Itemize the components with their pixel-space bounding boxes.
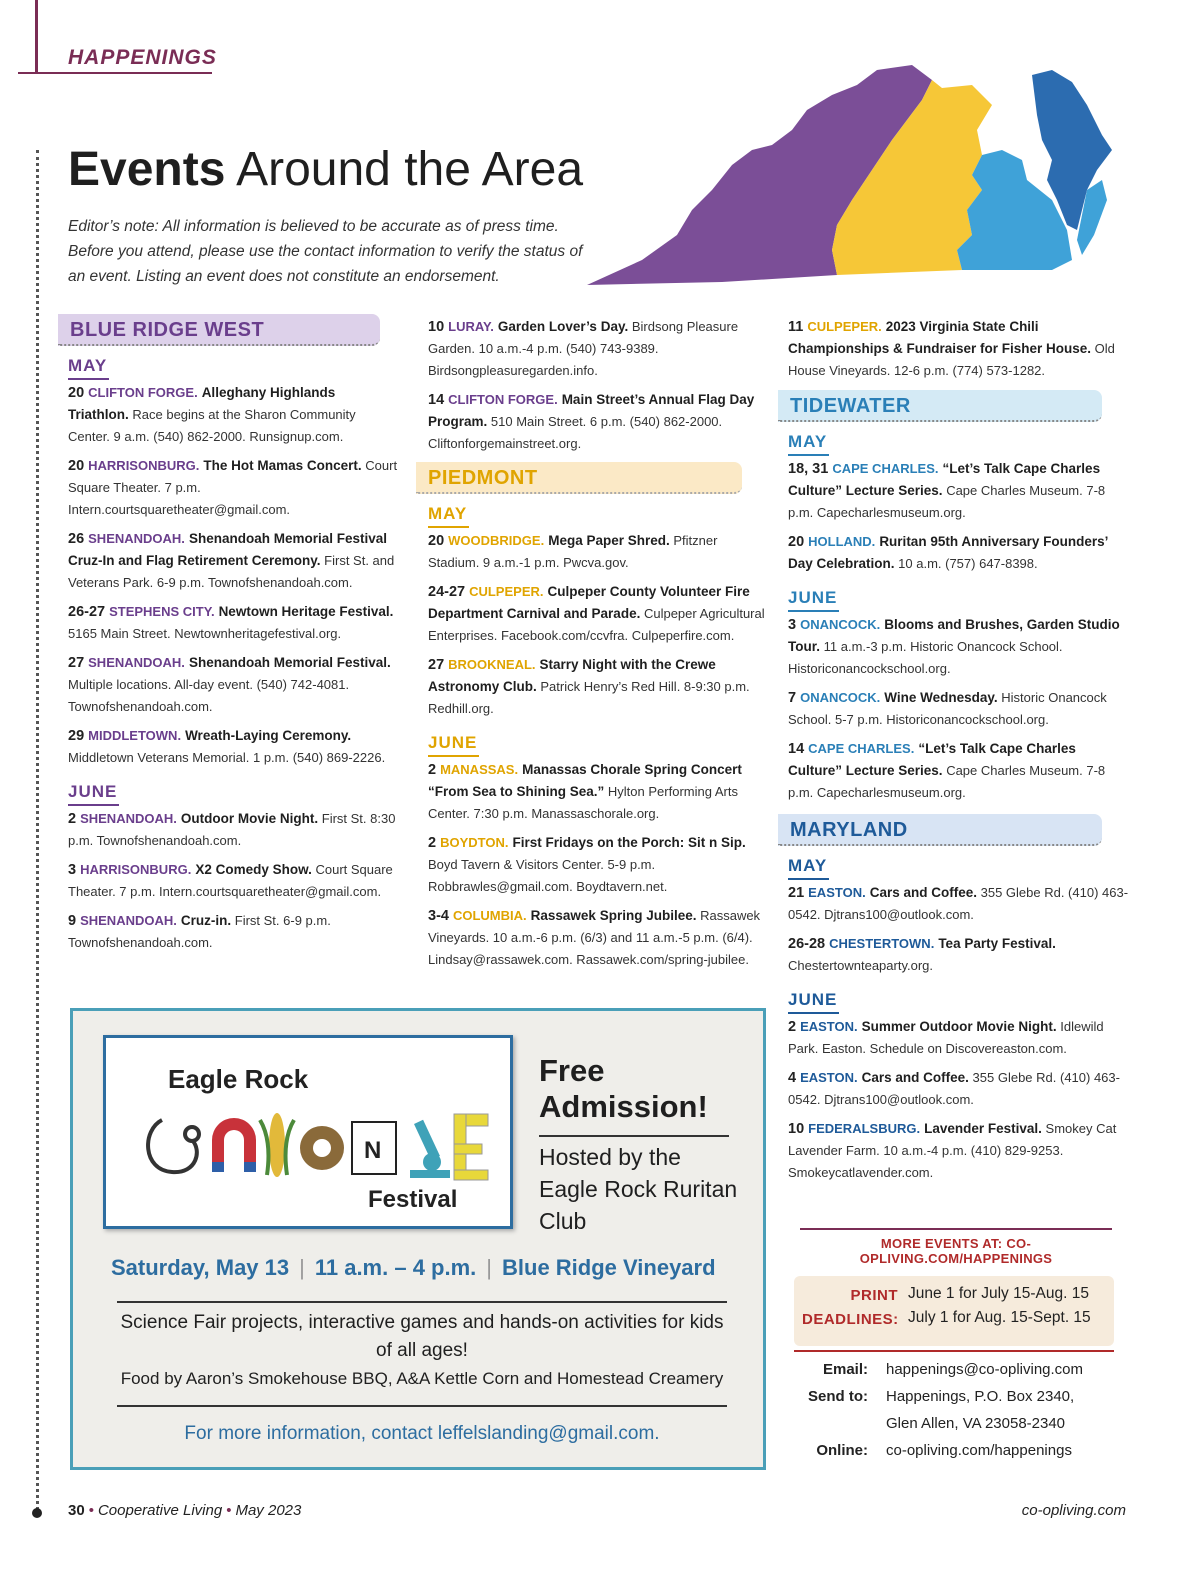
event-city: CAPE CHARLES.	[832, 461, 939, 476]
element-tile-icon	[352, 1122, 396, 1174]
event-date: 9	[68, 913, 77, 929]
event-name: Wine Wednesday.	[884, 690, 998, 705]
region-header-maryland: MARYLAND	[778, 814, 1102, 846]
event-date: 26	[68, 531, 85, 547]
event-list-may	[428, 530, 768, 720]
event-desc: Cape Charles Museum. 7-8 p.m. Capecharlesmuseum.org.	[788, 763, 1106, 800]
column-middle	[428, 316, 768, 978]
event-desc: First St. and Veterans Park. 6-9 p.m. Townofshenandoah.com.	[68, 553, 395, 590]
event-desc: 11 a.m.-3 p.m. Historic Onancock School. Historiconancockschool.org.	[788, 639, 1063, 676]
online-value[interactable]: co-opliving.com/happenings	[886, 1442, 1072, 1459]
event-item	[68, 601, 398, 645]
print-deadlines-box	[794, 1276, 1114, 1346]
event-date: 2	[428, 835, 437, 851]
event-name: Cars and Coffee.	[861, 1070, 969, 1085]
ad-activities: Science Fair projects, interactive games and hands-on activities for kids of all ages!	[120, 1312, 724, 1361]
deadlines-label-line2: DEADLINES:	[802, 1311, 899, 1328]
editor-note: Editor’s note: All information is believed to be accurate as of press time. Before you attend, please use the contact information to verify the status of an event. Listing an event does not constitute an endorsement.	[68, 218, 583, 285]
month-label-june: JUNE	[68, 780, 119, 806]
footer-site[interactable]: co-opliving.com	[1021, 1502, 1126, 1519]
ad-date: Saturday, May 13	[111, 1255, 290, 1280]
event-list-june	[68, 808, 398, 954]
event-city: EASTON.	[800, 1019, 858, 1034]
event-when-where	[111, 1255, 731, 1281]
event-desc: Middletown Veterans Memorial. 1 p.m. (540) 869-2226.	[68, 750, 386, 765]
event-date: 4	[788, 1070, 797, 1086]
event-item	[788, 1016, 1133, 1060]
event-city: BOYDTON.	[440, 835, 509, 850]
event-desc: Smokey Cat Lavender Farm. 10 a.m.-4 p.m. (410) 829-9253. Smokeycatlavender.com.	[788, 1121, 1117, 1180]
event-item	[68, 528, 398, 594]
event-item	[428, 832, 768, 898]
event-city: CLIFTON FORGE.	[88, 385, 198, 400]
festival-logo	[103, 1035, 513, 1229]
event-item	[68, 382, 398, 448]
event-date: 20	[428, 533, 445, 549]
send-value-2: Glen Allen, VA 23058-2340	[886, 1415, 1066, 1432]
ruler-letter-icon	[454, 1114, 488, 1180]
margin-dot	[32, 1508, 42, 1518]
event-item	[788, 316, 1133, 382]
event-city: SHENANDOAH.	[80, 913, 177, 928]
event-city: BROOKNEAL.	[448, 657, 536, 672]
event-item	[428, 316, 768, 382]
month-label-may: MAY	[788, 854, 829, 880]
month-label-may: MAY	[788, 430, 829, 456]
event-date: 29	[68, 728, 85, 744]
event-city: HARRISONBURG.	[80, 862, 192, 877]
event-city: SHENANDOAH.	[88, 655, 185, 670]
deadlines-label	[802, 1284, 898, 1332]
bullet: •	[226, 1502, 232, 1519]
event-item	[788, 458, 1133, 524]
event-name: Manassas Chorale Spring Concert “From Sea to Shining Sea.”	[428, 762, 742, 799]
event-city: CLIFTON FORGE.	[448, 392, 558, 407]
magazine-name: Cooperative Living	[97, 1502, 223, 1519]
event-name: Shenandoah Memorial Festival.	[188, 655, 391, 670]
ad-contact: For more information, contact leffelslanding@gmail.com.	[184, 1423, 660, 1444]
event-name: First Fridays on the Porch: Sit n Sip.	[512, 835, 746, 850]
submit-email-row	[800, 1356, 1110, 1383]
event-city: HARRISONBURG.	[88, 458, 200, 473]
event-desc: Race begins at the Sharon Community Center. 9 a.m. (540) 862-2000. Runsignup.com.	[68, 407, 356, 444]
event-desc: Rassawek Vineyards. 10 a.m.-6 p.m. (6/3) and 11 a.m.-5 p.m. (6/4). Lindsay@rassawek.com. Rassawek.com/spring-jubilee.	[428, 908, 761, 967]
section-maryland	[788, 814, 1133, 1184]
event-item	[788, 531, 1133, 575]
gear-icon	[300, 1126, 344, 1170]
event-date: 2	[788, 1019, 797, 1035]
event-city: ONANCOCK.	[800, 690, 881, 705]
event-name: “Let’s Talk Cape Charles Culture” Lecture Series.	[788, 741, 1076, 778]
event-desc: Court Square Theater. 7 p.m. Intern.courtsquaretheater@gmail.com.	[68, 458, 398, 517]
send-value-1: Happenings, P.O. Box 2340,	[886, 1388, 1075, 1405]
divider	[117, 1405, 727, 1407]
event-item	[788, 933, 1133, 977]
event-date: 20	[788, 534, 805, 550]
logo-title-bottom: Festival	[368, 1186, 458, 1213]
event-date: 21	[788, 885, 805, 901]
event-item	[68, 859, 398, 903]
event-item	[788, 1118, 1133, 1184]
event-list-may	[788, 882, 1133, 977]
event-name: X2 Comedy Show.	[195, 862, 312, 877]
event-item	[788, 882, 1133, 926]
month-label-june: JUNE	[428, 731, 479, 757]
event-desc: Pfitzner Stadium. 9 a.m.-1 p.m. Pwcva.gov.	[428, 533, 718, 570]
event-desc: Birdsong Pleasure Garden. 10 a.m.-4 p.m. (540) 743-9389. Birdsongpleasuregarden.info.	[428, 319, 739, 378]
email-value[interactable]: happenings@co-opliving.com	[886, 1361, 1084, 1378]
section-tidewater	[788, 390, 1133, 804]
event-date: 26-28	[788, 936, 826, 952]
virginia-region-map	[582, 60, 1132, 300]
event-city: CULPEPER.	[469, 584, 544, 599]
event-city: EASTON.	[800, 1070, 858, 1085]
deadline-1: June 1 for July 15-Aug. 15	[908, 1285, 1089, 1302]
event-date: 3-4	[428, 908, 449, 924]
event-city: COLUMBIA.	[452, 908, 527, 923]
event-name: Newtown Heritage Festival.	[218, 604, 394, 619]
issue-date: May 2023	[235, 1502, 302, 1519]
event-name: Culpeper County Volunteer Fire Department Carnival and Parade.	[428, 584, 750, 621]
event-desc: Old House Vineyards. 12-6 p.m. (774) 573-1282.	[788, 341, 1115, 378]
event-city: FEDERALSBURG.	[808, 1121, 921, 1136]
event-name: Summer Outdoor Movie Night.	[861, 1019, 1057, 1034]
stethoscope-icon	[148, 1120, 199, 1172]
event-date: 2	[68, 811, 77, 827]
event-city: CULPEPER.	[807, 319, 882, 334]
event-date: 20	[68, 458, 85, 474]
event-name: Cruz-in.	[180, 913, 232, 928]
event-desc: First St. 8:30 p.m. Townofshenandoah.com.	[68, 811, 396, 848]
event-item	[788, 614, 1133, 680]
separator: |	[299, 1255, 305, 1280]
header-rule-vertical	[35, 0, 38, 74]
event-date: 2	[428, 762, 437, 778]
deadline-2: July 1 for Aug. 15-Sept. 15	[908, 1309, 1091, 1326]
event-name: Alleghany Highlands Triathlon.	[68, 385, 336, 422]
event-item	[428, 654, 768, 720]
event-date: 10	[428, 319, 445, 335]
bullet: •	[88, 1502, 94, 1519]
magnet-tip-right	[244, 1162, 256, 1172]
event-desc: 355 Glebe Rd. (410) 463-0542. Djtrans100@outlook.com.	[788, 1070, 1120, 1107]
region-header-tidewater: TIDEWATER	[778, 390, 1102, 422]
event-desc: 355 Glebe Rd. (410) 463-0542. Djtrans100@outlook.com.	[788, 885, 1129, 922]
event-name: Main Street’s Annual Flag Day Program.	[428, 392, 755, 429]
corn-icon	[260, 1113, 294, 1177]
divider	[117, 1301, 727, 1303]
event-date: 14	[788, 741, 805, 757]
event-date: 3	[68, 862, 77, 878]
month-label-may: MAY	[68, 354, 109, 380]
month-label-june: JUNE	[788, 988, 839, 1014]
page-footer	[68, 1502, 301, 1519]
event-list-june	[788, 1016, 1133, 1184]
event-name: Wreath-Laying Ceremony.	[185, 728, 352, 743]
title-rest: Around the Area	[225, 143, 584, 196]
event-name: 2023 Virginia State Chili Championships & Fundraiser for Fisher House.	[788, 319, 1092, 356]
more-events-link[interactable]: MORE EVENTS AT: CO-OPLIVING.COM/HAPPENINGS	[800, 1228, 1112, 1266]
event-desc: Historic Onancock School. 5-7 p.m. Historiconancockschool.org.	[788, 690, 1107, 727]
event-city: LURAY.	[448, 319, 494, 334]
section-tag: HAPPENINGS	[68, 46, 217, 69]
month-label-may: MAY	[428, 502, 469, 528]
online-label: Online:	[816, 1442, 868, 1459]
science-logo-art	[142, 1100, 492, 1190]
event-date: 27	[428, 657, 445, 673]
event-city: SHENANDOAH.	[80, 811, 177, 826]
event-date: 7	[788, 690, 797, 706]
event-date: 14	[428, 392, 445, 408]
event-name: Starry Night with the Crewe Astronomy Club.	[428, 657, 716, 694]
logo-title-top: Eagle Rock	[168, 1064, 309, 1094]
event-date: 10	[788, 1121, 805, 1137]
event-item	[68, 910, 398, 954]
ad-place: Blue Ridge Vineyard	[502, 1255, 716, 1280]
event-city: WOODBRIDGE.	[448, 533, 545, 548]
section-piedmont	[428, 462, 768, 971]
column-right	[788, 316, 1133, 1191]
submit-send-row	[800, 1383, 1110, 1410]
event-desc: Patrick Henry’s Red Hill. 8-9:30 p.m. Redhill.org.	[428, 679, 750, 716]
event-name: Shenandoah Memorial Festival Cruz-In and Flag Retirement Ceremony.	[68, 531, 387, 568]
ad-time: 11 a.m. – 4 p.m.	[314, 1255, 477, 1280]
event-desc: Culpeper Agricultural Enterprises. Facebook.com/ccvfra. Culpeperfire.com.	[428, 606, 765, 643]
event-name: Mega Paper Shred.	[548, 533, 670, 548]
event-item	[68, 652, 398, 718]
column-blue-ridge-west	[68, 314, 398, 961]
magnet-tip-left	[212, 1162, 224, 1172]
event-item	[788, 1067, 1133, 1111]
event-item	[428, 389, 768, 455]
event-name: Garden Lover’s Day.	[497, 319, 629, 334]
separator: |	[486, 1255, 492, 1280]
event-city: MIDDLETOWN.	[88, 728, 182, 743]
event-list-blue-ridge-west-continued	[428, 316, 768, 455]
event-desc: Boyd Tavern & Visitors Center. 5-9 p.m. Robbrawles@gmail.com. Boydtavern.net.	[428, 857, 668, 894]
header-rule-horizontal	[18, 72, 212, 74]
event-date: 27	[68, 655, 85, 671]
page-number: 30	[68, 1502, 85, 1519]
event-item	[428, 530, 768, 574]
event-item	[428, 905, 768, 971]
event-desc: 5165 Main Street. Newtownheritagefestival.org.	[68, 626, 342, 641]
event-item	[68, 808, 398, 852]
region-header-piedmont: PIEDMONT	[416, 462, 742, 494]
event-item	[68, 725, 398, 769]
event-list-may	[788, 458, 1133, 575]
event-list-may	[68, 382, 398, 769]
festival-advertisement	[70, 1008, 766, 1470]
event-desc: 10 a.m. (757) 647-8398.	[898, 556, 1038, 571]
event-name: Lavender Festival.	[924, 1121, 1042, 1136]
event-item	[428, 581, 768, 647]
microscope-icon	[410, 1120, 450, 1178]
free-admission: Free Admission!	[539, 1053, 729, 1137]
event-name: Ruritan 95th Anniversary Founders’ Day Celebration.	[788, 534, 1108, 571]
hosted-by: Hosted by the Eagle Rock Ruritan Club	[539, 1144, 738, 1234]
event-item	[788, 687, 1133, 731]
event-list-june	[428, 759, 768, 971]
event-city: EASTON.	[808, 885, 866, 900]
event-item	[788, 738, 1133, 804]
event-desc: Idlewild Park. Easton. Schedule on Discovereaston.com.	[788, 1019, 1104, 1056]
ad-food: Food by Aaron’s Smokehouse BBQ, A&A Kettle Corn and Homestead Creamery	[120, 1369, 724, 1388]
event-desc: Hylton Performing Arts Center. 7:30 p.m. Manassaschorale.org.	[428, 784, 738, 821]
event-date: 18, 31	[788, 461, 829, 477]
event-name: Cars and Coffee.	[869, 885, 977, 900]
event-date: 24-27	[428, 584, 466, 600]
deadlines-values	[908, 1282, 1091, 1330]
send-label: Send to:	[808, 1388, 868, 1405]
event-item	[68, 455, 398, 521]
event-city: ONANCOCK.	[800, 617, 881, 632]
deadlines-label-line1: PRINT	[850, 1287, 898, 1304]
event-city: CHESTERTOWN.	[829, 936, 935, 951]
event-desc: Multiple locations. All-day event. (540) 742-4081. Townofshenandoah.com.	[68, 677, 350, 714]
event-item	[428, 759, 768, 825]
event-name: Tea Party Festival.	[938, 936, 1056, 951]
event-desc: 510 Main Street. 6 p.m. (540) 862-2000. Cliftonforgemainstreet.org.	[428, 414, 723, 451]
svg-text:N: N	[364, 1137, 382, 1164]
event-city: STEPHENS CITY.	[109, 604, 215, 619]
event-name: The Hot Mamas Concert.	[203, 458, 362, 473]
event-name: “Let’s Talk Cape Charles Culture” Lecture Series.	[788, 461, 1101, 498]
deadlines-rule	[794, 1350, 1114, 1352]
submit-online-row	[800, 1437, 1110, 1464]
event-city: CAPE CHARLES.	[808, 741, 915, 756]
event-desc: Chestertownteaparty.org.	[788, 958, 933, 973]
send-label-spacer	[800, 1410, 886, 1437]
submit-send-row-2	[800, 1410, 1110, 1437]
event-city: SHENANDOAH.	[88, 531, 185, 546]
event-date: 11	[788, 319, 804, 335]
event-list-june	[788, 614, 1133, 804]
event-desc: Court Square Theater. 7 p.m. Intern.courtsquaretheater@gmail.com.	[68, 862, 393, 899]
event-name: Blooms and Brushes, Garden Studio Tour.	[788, 617, 1120, 654]
event-desc: First St. 6-9 p.m. Townofshenandoah.com.	[68, 913, 331, 950]
event-city: HOLLAND.	[808, 534, 876, 549]
email-label: Email:	[822, 1361, 868, 1378]
region-header-blue-ridge-west: BLUE RIDGE WEST	[58, 314, 380, 346]
event-city: MANASSAS.	[440, 762, 519, 777]
event-date: 20	[68, 385, 85, 401]
title-bold: Events	[68, 143, 226, 196]
event-desc: Cape Charles Museum. 7-8 p.m. Capecharlesmuseum.org.	[788, 483, 1106, 520]
submission-info	[800, 1356, 1110, 1464]
event-date: 26-27	[68, 604, 106, 620]
event-date: 3	[788, 617, 797, 633]
month-label-june: JUNE	[788, 586, 839, 612]
event-name: Rassawek Spring Jubilee.	[530, 908, 697, 923]
dotted-margin-line	[36, 150, 39, 1510]
event-list-piedmont-continued	[788, 316, 1133, 382]
page-title	[68, 142, 583, 197]
event-name: Outdoor Movie Night.	[180, 811, 319, 826]
